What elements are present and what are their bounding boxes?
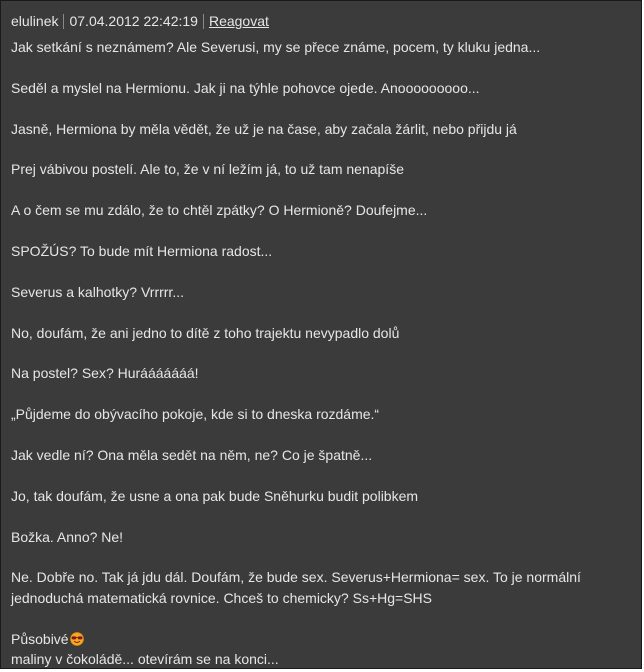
closing-line-2: maliny v čokoládě... otevírám se na konci... — [11, 650, 279, 667]
comment-paragraph: No, doufám, že ani jedno to dítě z toho trajektu nevypadlo dolů — [11, 324, 400, 341]
comment-paragraph: Jak vedle ní? Ona měla sedět na něm, ne? Co je špatně... — [11, 446, 373, 463]
comment-paragraph: „Půjdeme do obývacího pokoje, kde si to dneska rozdáme.“ — [11, 406, 380, 423]
comment-paragraph: Ne. Dobře no. Tak já jdu dál. Doufám, že bude sex. Severus+Hermiona= sex. To je normální jednoduchá matematická rovnice. Chceš to chemicky? Ss+Hg=SHS — [11, 569, 581, 606]
reply-link[interactable]: Reagovat — [208, 13, 269, 29]
comment-paragraph: A o čem se mu zdálo, že to chtěl zpátky? O Hermioně? Doufejme... — [11, 202, 428, 219]
comment-paragraph: Božka. Anno? Ne! — [11, 528, 124, 545]
comment-paragraph: Severus a kalhotky? Vrrrrr... — [11, 283, 184, 300]
comment-paragraph: Seděl a myslel na Hermionu. Jak ji na týhle pohovce ojede. Anooooooooo... — [11, 79, 480, 96]
comment-header — [11, 12, 269, 30]
comment-paragraph: Prej vábivou postelí. Ale to, že v ní ležím já, to už tam nenapíše — [11, 161, 404, 178]
closing-line-1: Působivé — [11, 630, 69, 647]
header-divider — [63, 14, 64, 29]
comment-paragraph: Jak setkání s neznámem? Ale Severusi, my se přece známe, pocem, ty kluku jedna... — [11, 39, 541, 55]
comment-closing — [11, 629, 633, 670]
comment-timestamp: 07.04.2012 22:42:19 — [69, 13, 198, 29]
comment-paragraph: SPOŽÚS? To bude mít Hermiona radost... — [11, 242, 273, 259]
comment-paragraph: Jo, tak doufám, že usne a ona pak bude Sněhurku budit polibkem — [11, 487, 419, 504]
comment-body — [11, 37, 633, 669]
comment-paragraph: Na postel? Sex? Hurááááááá! — [11, 365, 199, 382]
comment-paragraph: Jasně, Hermiona by měla vědět, že už je na čase, aby začala žárlit, nebo přijdu já — [11, 120, 517, 137]
comment-author: elulinek — [11, 13, 59, 29]
sunglasses-emoji-icon — [70, 631, 84, 645]
header-divider — [203, 14, 204, 29]
